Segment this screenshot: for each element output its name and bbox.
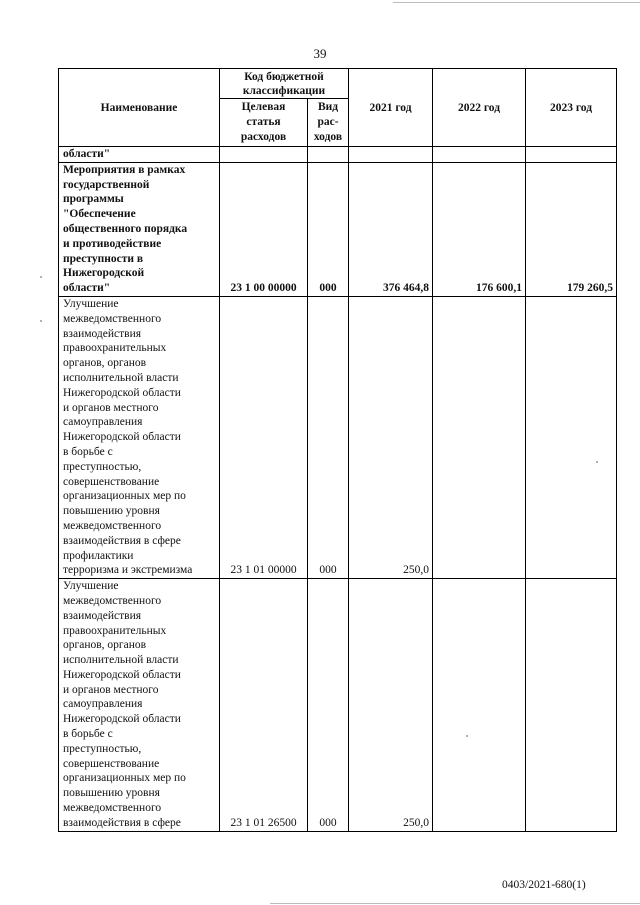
header-type: Вид рас- ходов (308, 99, 349, 147)
table-row (59, 147, 617, 163)
header-2023: 2023 год (526, 69, 617, 147)
header-2022: 2022 год (433, 69, 526, 147)
scan-speck (40, 276, 42, 278)
row-value-2022 (433, 147, 526, 163)
row-value-2023: 179 260,5 (526, 162, 617, 296)
row-value-2022: 176 600,1 (433, 162, 526, 296)
row-target-code: 23 1 00 00000 (220, 162, 308, 296)
scan-top-line (393, 2, 640, 3)
table-row (59, 162, 617, 296)
row-value-2023 (526, 147, 617, 163)
row-type-code: 000 (308, 296, 349, 578)
row-type-code (308, 147, 349, 163)
table-row (59, 579, 617, 832)
row-name: Мероприятия в рамках государственной программы "Обеспечение общественного порядка и противодействие преступности в Нижегородской области" (59, 162, 220, 296)
scan-speck (40, 320, 42, 322)
row-type-code: 000 (308, 579, 349, 832)
row-value-2021: 376 464,8 (349, 162, 433, 296)
row-target-code (220, 147, 308, 163)
row-target-code: 23 1 01 00000 (220, 296, 308, 578)
header-budget-code: Код бюджетной классификации (220, 69, 349, 99)
row-name: Улучшение межведомственного взаимодействия правоохранительных органов, органов исполнительной власти Нижегородской области и органов местного самоуправления Нижегородской области в борьбе с преступностью, совершенствование организационных мер по повышению уровня межведомственного взаимодействия в сфере профилактики терроризма и экстремизма (59, 296, 220, 578)
header-target: Целевая статья расходов (220, 99, 308, 147)
row-value-2021 (349, 147, 433, 163)
row-value-2022 (433, 296, 526, 578)
header-2021: 2021 год (349, 69, 433, 147)
row-name: области" (59, 147, 220, 163)
document-code: 0403/2021-680(1) (502, 879, 586, 891)
row-name: Улучшение межведомственного взаимодействия правоохранительных органов, органов исполнительной власти Нижегородской области и органов местного самоуправления Нижегородской области в борьбе с преступностью, совершенствование организационных мер по повышению уровня межведомственного взаимодействия в сфере (59, 579, 220, 832)
row-value-2021: 250,0 (349, 296, 433, 578)
row-target-code: 23 1 01 26500 (220, 579, 308, 832)
header-name: Наименование (59, 69, 220, 147)
scan-bottom-line (270, 903, 640, 904)
budget-table (58, 68, 617, 832)
row-value-2023 (526, 296, 617, 578)
row-value-2021: 250,0 (349, 579, 433, 832)
row-type-code: 000 (308, 162, 349, 296)
page-number: 39 (313, 46, 327, 61)
table-row (59, 296, 617, 578)
row-value-2022 (433, 579, 526, 832)
row-value-2023 (526, 579, 617, 832)
